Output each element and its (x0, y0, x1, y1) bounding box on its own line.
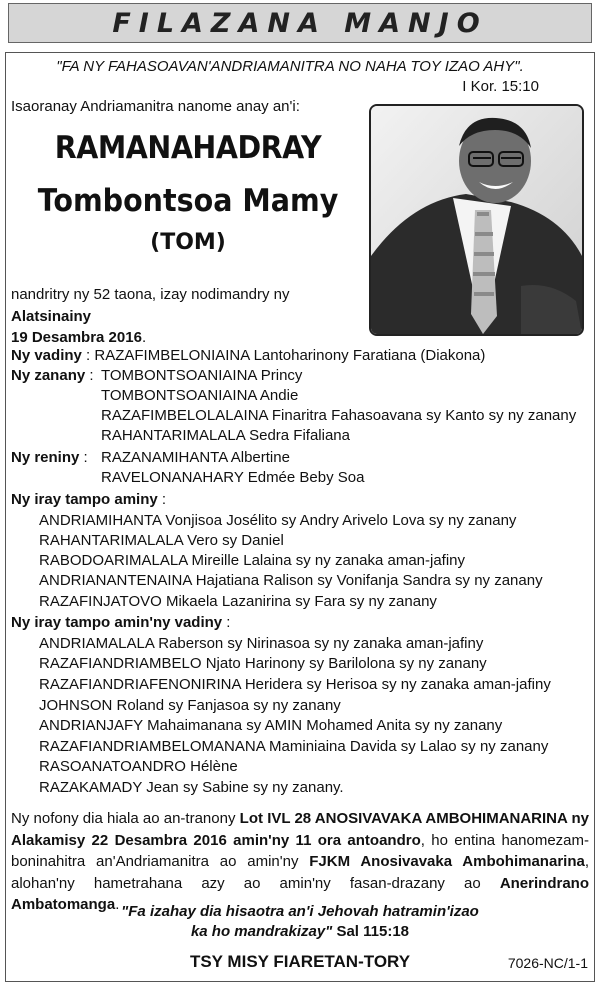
family-zanany-label: Ny zanany : (11, 367, 94, 384)
notice-code: 7026-NC/1-1 (507, 955, 588, 971)
death-date: 19 Desambra 2016 (11, 329, 142, 346)
list-item: RAZAFIMBELOLALAINA Finaritra Fahasoavana sy Kanto sy ny zanany (101, 407, 577, 424)
deceased-nickname: (TOM) (150, 230, 226, 255)
list-item: RAZAKAMADY Jean sy Sabine sy ny zanany. (39, 779, 344, 796)
death-day: Alatsinainy (11, 307, 92, 325)
verse-reference: I Kor. 15:10 (462, 78, 539, 95)
list-item: RASOANATOANDRO Hélène (39, 758, 238, 775)
closing-verse-line1: "Fa izahay dia hisaotra an'i Jehovah hatramin'izao (121, 903, 479, 920)
list-item: JOHNSON Roland sy Fanjasoa sy ny zanany (39, 697, 341, 714)
portrait-photo (369, 104, 584, 336)
header-title: FILAZANA MANJO (112, 7, 488, 39)
deceased-given-names: Tombontsoa Mamy (37, 183, 339, 219)
portrait-illustration (371, 106, 582, 334)
list-item: ANDRIANJAFY Mahaimanana sy AMIN Mohamed Anita sy ny zanany (39, 717, 503, 734)
list-item: RAZAFIANDRIAFENONIRINA Heridera sy Herisoa sy ny zanaka aman-jafiny (39, 676, 551, 693)
family-iray-tampo-vadiny-label: Ny iray tampo amin'ny vadiny : (11, 614, 231, 631)
intro-line: Isaoranay Andriamanitra nanome anay an'i: (11, 98, 300, 115)
burial-paragraph: Ny nofony dia hiala ao an-tranony Lot IVL 28 ANOSIVAVAKA AMBOHIMANARINA ny Alakamisy 22 Desambra 2016 amin'ny 11 ora antoandro, ho entina hanomezam-boninahitra an'Andriamanitra ao amin'ny FJKM Anosivavaka Ambohimanarina, alohan'ny hametrahana azy ao amin'ny fasan-drazany ao Anerindrano Ambatomanga. (11, 810, 590, 913)
list-item: RABODOARIMALALA Mireille Lalaina sy ny zanaka aman-jafiny (39, 552, 466, 569)
deceased-surname: RAMANAHADRAY (54, 130, 322, 166)
list-item: TOMBONTSOANIAINA Andie (101, 387, 299, 404)
list-item: RAZAFINJATOVO Mikaela Lazanirina sy Fara sy ny zanany (39, 593, 437, 610)
family-vady: Ny vadiny : RAZAFIMBELONIAINA Lantoharinony Faratiana (Diakona) (11, 347, 486, 364)
list-item: RAZAFIANDRIAMBELO Njato Harinony sy Barilolona sy ny zanany (39, 655, 487, 672)
list-item: ANDRIANANTENAINA Hajatiana Ralison sy Vonifanja Sandra sy ny zanany (39, 572, 543, 589)
list-item: RAZANAMIHANTA Albertine (101, 449, 290, 466)
family-iray-tampo-label: Ny iray tampo aminy : (11, 491, 167, 508)
list-item: RAZAFIANDRIAMBELOMANANA Maminiaina Davida sy Lalao sy ny zanany (39, 738, 549, 755)
closing-text: TSY MISY FIARETAN-TORY (189, 952, 411, 971)
family-reniny-label: Ny reniny : (11, 449, 88, 466)
list-item: RAHANTARIMALALA Sedra Fifaliana (101, 427, 350, 444)
list-item: TOMBONTSOANIAINA Princy (101, 367, 303, 384)
closing-verse-line2: ka ho mandrakizay" Sal 115:18 (190, 923, 410, 940)
list-item: RAVELONANAHARY Edmée Beby Soa (101, 469, 365, 486)
header-banner (8, 3, 592, 43)
death-info: nandritry ny 52 taona, izay nodimandry ny Alatsinainy 19 Desambra 2016. (11, 286, 290, 346)
list-item: ANDRIAMIHANTA Vonjisoa Josélito sy Andry Arivelo Lova sy ny zanany (39, 512, 517, 529)
list-item: ANDRIAMALALA Raberson sy Nirinasoa sy ny zanaka aman-jafiny (39, 635, 484, 652)
list-item: RAHANTARIMALALA Vero sy Daniel (39, 532, 284, 549)
opening-verse: "FA NY FAHASOAVAN'ANDRIAMANITRA NO NAHA TOY IZAO AHY". (56, 58, 524, 75)
